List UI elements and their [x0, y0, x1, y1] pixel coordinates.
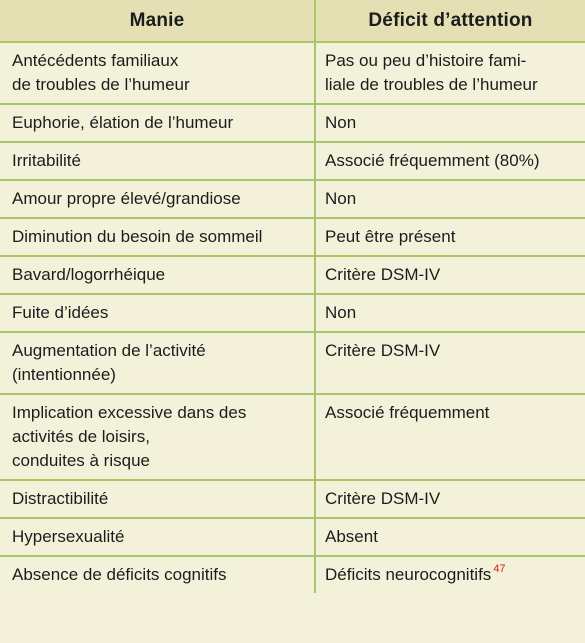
table-row: [0, 332, 585, 394]
cell-manie: [0, 556, 315, 593]
table-row: [0, 294, 585, 332]
cell-manie: [0, 256, 315, 294]
cell-text-line: Hypersexualité: [12, 527, 125, 546]
table-row: [0, 256, 585, 294]
cell-text-line: Euphorie, élation de l’humeur: [12, 113, 234, 132]
table-row: [0, 142, 585, 180]
cell-deficit-attention: [315, 142, 585, 180]
table-row: [0, 556, 585, 593]
cell-text-line: Bavard/logorrhéique: [12, 265, 166, 284]
table-row: [0, 394, 585, 480]
table-row: [0, 42, 585, 104]
cell-deficit-attention: [315, 180, 585, 218]
cell-text-line: Critère DSM-IV: [325, 265, 441, 284]
cell-deficit-attention: [315, 556, 585, 593]
cell-text-line: Déficits neurocognitifs: [325, 565, 492, 584]
cell-text-line: Associé fréquemment (80%): [325, 151, 540, 170]
cell-text-line: Critère DSM-IV: [325, 341, 441, 360]
cell-deficit-attention: [315, 394, 585, 480]
cell-text-line: Non: [325, 113, 357, 132]
cell-manie: [0, 518, 315, 556]
cell-manie: [0, 42, 315, 104]
cell-text-line: Absent: [325, 527, 378, 546]
cell-text-line: Absence de déficits cognitifs: [12, 565, 227, 584]
table-row: [0, 518, 585, 556]
table-row: [0, 104, 585, 142]
cell-text-line: Diminution du besoin de sommeil: [12, 227, 263, 246]
cell-deficit-attention: [315, 294, 585, 332]
cell-manie: [0, 218, 315, 256]
cell-text-line: Pas ou peu d’histoire fami-: [325, 51, 527, 70]
cell-manie: [0, 294, 315, 332]
cell-text-line: Amour propre élevé/grandiose: [12, 189, 241, 208]
table-row: [0, 480, 585, 518]
cell-text-line: liale de troubles de l’humeur: [325, 75, 538, 94]
cell-text-line: de troubles de l’humeur: [12, 75, 190, 94]
cell-manie: [0, 394, 315, 480]
cell-text-line: conduites à risque: [12, 451, 150, 470]
cell-text-line: Peut être présent: [325, 227, 456, 246]
cell-text-line: Irritabilité: [12, 151, 81, 170]
cell-manie: [0, 142, 315, 180]
cell-deficit-attention: [315, 218, 585, 256]
cell-text-line: (intentionnée): [12, 365, 116, 384]
cell-text-line: Associé fréquemment: [325, 403, 490, 422]
cell-text-line: Distractibilité: [12, 489, 109, 508]
table-row: [0, 218, 585, 256]
cell-manie: [0, 180, 315, 218]
cell-text-line: Fuite d’idées: [12, 303, 109, 322]
cell-text-line: Non: [325, 303, 357, 322]
column-header-manie: Manie: [0, 0, 315, 42]
cell-manie: [0, 480, 315, 518]
cell-deficit-attention: [315, 332, 585, 394]
cell-text-line: Critère DSM-IV: [325, 489, 441, 508]
column-header-deficit-attention: Déficit d’attention: [315, 0, 585, 42]
cell-text-line: activités de loisirs,: [12, 427, 150, 446]
cell-deficit-attention: [315, 518, 585, 556]
table-row: [0, 180, 585, 218]
cell-manie: [0, 332, 315, 394]
cell-deficit-attention: [315, 256, 585, 294]
table-body: [0, 42, 585, 593]
cell-deficit-attention: [315, 480, 585, 518]
cell-text-line: Implication excessive dans des: [12, 403, 247, 422]
cell-deficit-attention: [315, 104, 585, 142]
cell-text-line: Non: [325, 189, 357, 208]
cell-deficit-attention: [315, 42, 585, 104]
reference-superscript: 47: [493, 563, 506, 575]
table-header-row: [0, 0, 585, 42]
cell-text-line: Augmentation de l’activité: [12, 341, 206, 360]
cell-text-line: Antécédents familiaux: [12, 51, 179, 70]
cell-manie: [0, 104, 315, 142]
